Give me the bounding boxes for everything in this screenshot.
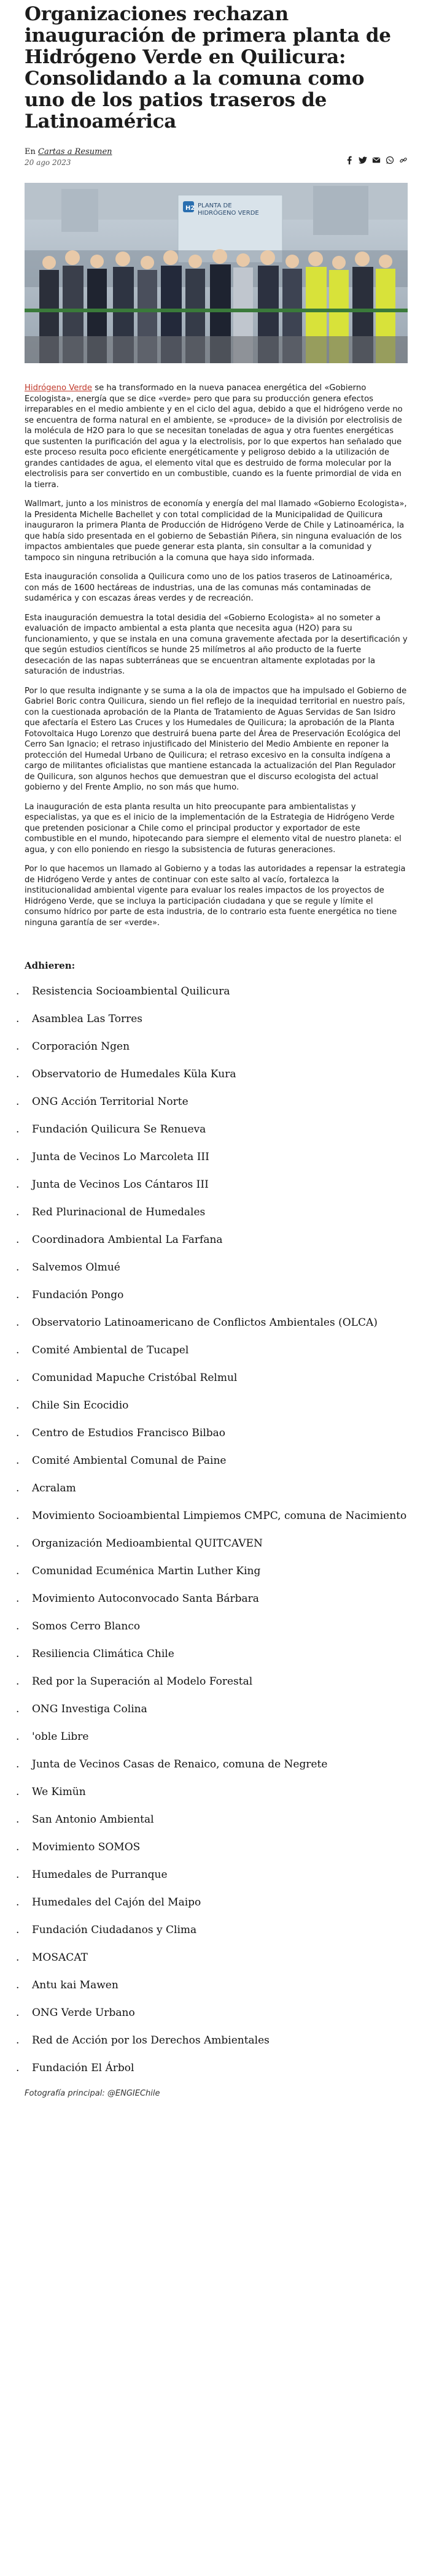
adherent-name: ONG Acción Territorial Norte [32, 1096, 188, 1108]
adherent-name: Junta de Vecinos Casas de Renaico, comuna de Negrete [32, 1758, 328, 1771]
adherent-name: Chile Sin Ecocidio [32, 1399, 129, 1412]
publish-date: 20 ago 2023 [25, 158, 71, 167]
adherent-item [16, 1896, 408, 1910]
adherent-name: Centro de Estudios Francisco Bilbao [32, 1427, 226, 1439]
adherent-item [16, 2034, 408, 2048]
adherent-item [16, 1178, 408, 1192]
adherent-name: Red por la Superación al Modelo Forestal [32, 1675, 253, 1688]
adherent-name: Humedales del Cajón del Maipo [32, 1896, 201, 1909]
paragraph: La inauguración de esta planta resulta un hito preocupante para ambientalistas y especialistas, ya que es el inicio de la implementación de la Estrategia de Hidrógeno Verde que pretenden posicionar a Chile como el principal productor y exportador de este combustible en el mundo, hipotecando para siempre el elemento vital de nuestro planeta: el agua, y con ello poniendo en riesgo la subsistencia de futuras generaciones. [25, 802, 402, 855]
hero-image [25, 183, 408, 363]
adherent-number: . [16, 1289, 20, 1301]
adherent-number: . [16, 1620, 20, 1632]
adherent-name: Asamblea Las Torres [32, 1013, 143, 1025]
adherent-number: . [16, 985, 20, 998]
link-icon[interactable] [399, 156, 408, 164]
adherent-name: Acralam [32, 1482, 76, 1494]
adherent-name: Comité Ambiental Comunal de Paine [32, 1455, 227, 1467]
adherent-number: . [16, 1399, 20, 1412]
adherent-item [16, 2061, 408, 2075]
adherent-number: . [16, 1841, 20, 1853]
hero-logo-text: H2 [185, 205, 195, 212]
adherent-name: ONG Verde Urbano [32, 2007, 135, 2019]
twitter-icon[interactable] [359, 156, 367, 164]
adherent-item [16, 1316, 408, 1330]
adherent-item [16, 1261, 408, 1275]
adherent-name: Fundación El Árbol [32, 2062, 134, 2074]
adherent-number: . [16, 1565, 20, 1577]
adherent-name: Observatorio de Humedales Küla Kura [32, 1068, 236, 1080]
adherent-number: . [16, 1013, 20, 1025]
adherent-item [16, 1233, 408, 1247]
adherent-item [16, 1150, 408, 1164]
adherent-name: Somos Cerro Blanco [32, 1620, 141, 1632]
adherent-number: . [16, 1068, 20, 1080]
adherent-number: . [16, 1675, 20, 1688]
article-container [16, 0, 408, 2098]
adherent-number: . [16, 1896, 20, 1909]
adherent-item [16, 1702, 408, 1717]
adherent-number: . [16, 1234, 20, 1246]
adherent-name: Comunidad Mapuche Cristóbal Relmul [32, 1372, 238, 1384]
adherent-item [16, 1288, 408, 1302]
adherent-item [16, 1647, 408, 1661]
adherent-number: . [16, 1261, 20, 1274]
adherent-item [16, 2006, 408, 2020]
adherent-number: . [16, 1344, 20, 1356]
adherent-name: Red Plurinacional de Humedales [32, 1206, 206, 1218]
adherent-name: Junta de Vecinos Los Cántaros III [32, 1178, 209, 1191]
adherent-name: Fundación Ciudadanos y Clima [32, 1924, 197, 1936]
adherent-item [16, 1205, 408, 1220]
adherent-number: . [16, 1537, 20, 1550]
adherent-number: . [16, 1040, 20, 1053]
article-title: Organizaciones rechazan inauguración de primera planta de Hidrógeno Verde en Quilicura: Consolidando a la comuna como uno de los patios traseros de Latinoamérica [25, 3, 391, 133]
adherent-item [16, 1123, 408, 1137]
byline-prefix: En [25, 147, 36, 156]
adherent-number: . [16, 2007, 20, 2019]
adherent-number: . [16, 1758, 20, 1771]
adherent-item [16, 1564, 408, 1578]
adherent-number: . [16, 1427, 20, 1439]
adherent-number: . [16, 1731, 20, 1743]
adherent-number: . [16, 1786, 20, 1798]
adherent-name: Coordinadora Ambiental La Farfana [32, 1234, 223, 1246]
paragraph: Wallmart, junto a los ministros de economía y energía del mal llamado «Gobierno Ecologista», la Presidenta Michelle Bachellet y con total complicidad de la Municipalidad de Quilicura inauguraron la primera Planta de Producción de Hidrógeno Verde de Chile y Latinoamérica, la que había sido presentada en el gobierno de Sebastián Piñera, sin ninguna evaluación de los impactos ambientales que puede generar esta planta, sin consultar a la comunidad y tampoco sin ninguna retribución a la comuna que haya sido informada. [25, 499, 407, 563]
byline-author [25, 147, 408, 156]
adherent-item [16, 1040, 408, 1054]
adherents-heading: Adhieren: [25, 960, 76, 971]
category-link[interactable]: Cartas a Resumen [38, 147, 112, 156]
adherent-number: . [16, 1510, 20, 1522]
ribbon-cutting-photo [25, 183, 408, 363]
adherent-name: Comité Ambiental de Tucapel [32, 1344, 189, 1356]
adherents-list [16, 985, 408, 2075]
adherent-number: . [16, 1151, 20, 1163]
adherent-number: . [16, 1593, 20, 1605]
adherent-number: . [16, 1372, 20, 1384]
adherent-name: Resiliencia Climática Chile [32, 1648, 174, 1660]
adherent-item [16, 1454, 408, 1468]
adherent-name: MOSACAT [32, 1951, 88, 1964]
hero-sign-line1: PLANTA DE [198, 202, 232, 209]
adherent-item [16, 1399, 408, 1413]
adherent-number: . [16, 2034, 20, 2047]
adherent-name: 'oble Libre [32, 1731, 89, 1743]
adherent-number: . [16, 1869, 20, 1881]
adherent-item [16, 1813, 408, 1827]
adherent-name: Observatorio Latinoamericano de Conflictos Ambientales (OLCA) [32, 1317, 378, 1329]
adherent-item [16, 1592, 408, 1606]
adherent-item [16, 1923, 408, 1937]
adherent-item [16, 1868, 408, 1882]
adherent-item [16, 1730, 408, 1744]
adherent-name: Comunidad Ecuménica Martin Luther King [32, 1565, 261, 1577]
adherent-name: Movimiento SOMOS [32, 1841, 141, 1853]
adherent-number: . [16, 1979, 20, 1991]
paragraph-text: se ha transformado en la nueva panacea energética del «Gobierno Ecologista», energía que se dice «verde» pero que para su producción genera efectos irreparables en el medio ambiente y en el ciclo del agua, debido a que el hidrógeno verde no se encuentra de forma natural en el ambiente, se «produce» de la división por electrolisis de la molécula de H2O para lo que se necesitan toneladas de agua y otra fuentes energéticas que sustenten la purificación del agua y la electrolisis, por lo que expertos han señalado que este proceso resulta poco eficiente energéticamente y peligroso debido a la utilización de grandes cantidades de agua, el elemento vital que es destruido de forma molecular por la electrolisis para ser convertido en un combustible, cuando es la fuente primordial de vida en la tierra. [25, 383, 403, 490]
adherent-item [16, 1012, 408, 1026]
adherent-name: We Kimün [32, 1786, 86, 1798]
adherent-number: . [16, 1924, 20, 1936]
adherent-item [16, 1675, 408, 1689]
adherent-name: ONG Investiga Colina [32, 1703, 147, 1715]
adherent-name: Junta de Vecinos Lo Marcoleta III [32, 1151, 209, 1163]
adherent-name: Salvemos Olmué [32, 1261, 120, 1274]
adherent-number: . [16, 2062, 20, 2074]
paragraph: Por lo que resulta indignante y se suma a la ola de impactos que ha impulsado el Gobierno de Gabriel Boric contra Quilicura, siendo un fiel reflejo de la inequidad territorial en nuestro país, con la cuestionada aprobación de la Planta de Tratamiento de Aguas Servidas de San Isidro que afectaría el Estero Las Cruces y los Humedales de Quilicura; la aprobación de la Planta Fotovoltaica Hugo Lorenzo que destruirá buena parte del Área de Preservación Ecológica del Cerro San Ignacio; el retraso injustificado del Ministerio del Medio Ambiente en reponer la protección del Humedal Urbano de Quilicura; el retraso excesivo en la consulta indígena a cargo de militantes oficialistas que mantiene estancada la actualización del Plan Regulador de Quilicura, son algunos hechos que demuestran que el discurso ecologista del actual gobierno y del Frente Amplio, no son más que humo. [25, 686, 407, 792]
adherent-item [16, 1758, 408, 1772]
adherent-name: Fundación Pongo [32, 1289, 124, 1301]
adherent-name: Movimiento Socioambiental Limpiemos CMPC, comuna de Nacimiento [32, 1510, 407, 1522]
adherent-item [16, 1978, 408, 1993]
adherent-item [16, 1067, 408, 1082]
photo-credit: Fotografía principal: @ENGIEChile [25, 2089, 160, 2098]
hydrogen-link[interactable]: Hidrógeno Verde [25, 383, 93, 393]
adherent-item [16, 1840, 408, 1855]
adherent-item [16, 985, 408, 999]
adherent-number: . [16, 1951, 20, 1964]
paragraph: Por lo que hacemos un llamado al Gobierno y a todas las autoridades a repensar la estrategia de Hidrógeno Verde y antes de continuar con este salto al vacío, fortalezca la institucionalidad ambiental vigente para evaluar los reales impactos de los proyectos de Hidrógeno Verde, que se incluya la participación ciudadana y que se regule y límite el consumo hídrico por parte de esta industria, de lo contrario esta fuente energética no tiene ninguna garantía de ser «verde». [25, 864, 406, 928]
adherent-item [16, 1371, 408, 1385]
byline [25, 147, 408, 169]
adherent-item [16, 1426, 408, 1440]
adherent-name: Resistencia Socioambiental Quilicura [32, 985, 230, 998]
adherent-number: . [16, 1813, 20, 1826]
adherent-name: San Antonio Ambiental [32, 1813, 154, 1826]
adherent-item [16, 1951, 408, 1965]
paragraph: Esta inauguración consolida a Quilicura como uno de los patios traseros de Latinoamérica, con más de 1600 hectáreas de industrias, una de las comunas más contaminadas de sudamérica y con escazas áreas verdes y de recreación. [25, 572, 392, 603]
adherent-name: Fundación Quilicura Se Renueva [32, 1123, 206, 1136]
share-bar [345, 156, 408, 164]
adherent-name: Corporación Ngen [32, 1040, 130, 1053]
adherent-number: . [16, 1317, 20, 1329]
article-body [25, 383, 408, 928]
adherent-item [16, 1537, 408, 1551]
adherent-item [16, 1509, 408, 1523]
adherent-name: Organización Medioambiental QUITCAVEN [32, 1537, 263, 1550]
adherent-number: . [16, 1123, 20, 1136]
adherent-name: Humedales de Purranque [32, 1869, 168, 1881]
paragraph [25, 383, 408, 490]
adherent-item [16, 1785, 408, 1799]
whatsapp-icon[interactable] [386, 156, 394, 164]
facebook-icon[interactable] [345, 156, 354, 164]
adherent-number: . [16, 1178, 20, 1191]
adherent-name: Red de Acción por los Derechos Ambientales [32, 2034, 270, 2047]
email-icon[interactable] [372, 156, 381, 164]
adherent-number: . [16, 1648, 20, 1660]
adherent-number: . [16, 1703, 20, 1715]
adherent-number: . [16, 1455, 20, 1467]
hero-sign-line2: HIDRÓGENO VERDE [198, 210, 259, 217]
paragraph: Esta inauguración demuestra la total desidia del «Gobierno Ecologista» al no someter a evaluación de impacto ambiental a esta planta que necesita agua (H2O) para su funcionamiento, y que se instala en una comuna gravemente afectada por la desertificación y que según estudios científicos se hunde 25 milímetros al año producto de la fuerte desecación de las napas subterráneas que se encuentran altamente explotadas por la saturación de industrias. [25, 613, 408, 676]
adherent-number: . [16, 1482, 20, 1494]
adherent-number: . [16, 1206, 20, 1218]
adherent-name: Antu kai Mawen [32, 1979, 118, 1991]
adherent-number: . [16, 1096, 20, 1108]
adherent-item [16, 1095, 408, 1109]
adherent-item [16, 1620, 408, 1634]
green-ribbon [25, 309, 408, 312]
adherent-item [16, 1344, 408, 1358]
adherent-item [16, 1482, 408, 1496]
adherent-name: Movimiento Autoconvocado Santa Bárbara [32, 1593, 259, 1605]
